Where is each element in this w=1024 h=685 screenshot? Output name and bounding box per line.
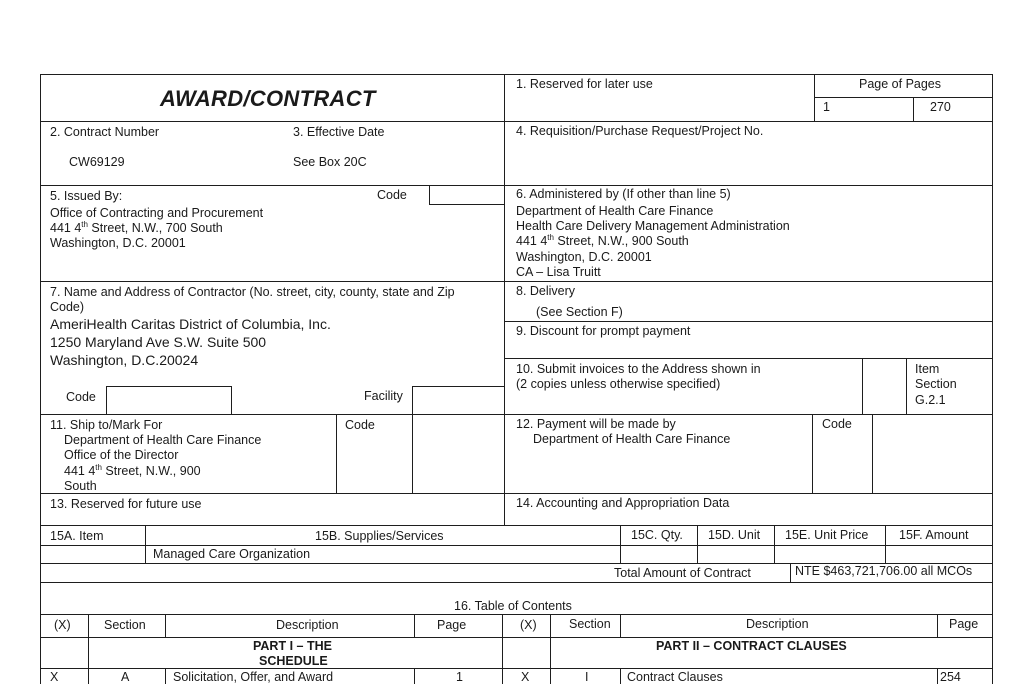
ship-line3: 441 4th Street, N.W., 900 bbox=[64, 462, 201, 478]
effective-date: See Box 20C bbox=[293, 155, 367, 169]
box4-label: 4. Requisition/Purchase Request/Project No. bbox=[516, 124, 764, 138]
part2-title: PART II – CONTRACT CLAUSES bbox=[656, 639, 847, 653]
box9-label: 9. Discount for prompt payment bbox=[516, 324, 691, 338]
toc-row1-desc2: Contract Clauses bbox=[627, 670, 723, 684]
box2-label: 2. Contract Number bbox=[50, 125, 160, 139]
s15-col-a-label: 15A. Item bbox=[50, 529, 104, 543]
pages-box-mid bbox=[814, 97, 992, 98]
issuer-line1: Office of Contracting and Procurement bbox=[50, 206, 264, 220]
box5-code-field-left bbox=[429, 185, 430, 205]
box7-label-line1: 7. Name and Address of Contractor (No. street, city, county, state and Zip bbox=[50, 285, 455, 299]
box5-code-field-bottom bbox=[429, 204, 505, 205]
box12-label: 12. Payment will be made by bbox=[516, 417, 676, 431]
pages-box-left bbox=[814, 74, 815, 122]
toc-h-section2: Section bbox=[569, 617, 611, 631]
box10-divider-b bbox=[906, 358, 907, 414]
page-of-pages-label: Page of Pages bbox=[859, 77, 942, 91]
admin-line4: Washington, D.C. 20001 bbox=[516, 250, 652, 264]
toc-row1-section: A bbox=[121, 670, 130, 684]
admin-line3: 441 4th Street, N.W., 900 South bbox=[516, 232, 689, 248]
page-number: 1 bbox=[823, 100, 830, 114]
s16-col-3b bbox=[414, 668, 415, 684]
supply-service: Managed Care Organization bbox=[153, 547, 311, 561]
toc-h-page2: Page bbox=[949, 617, 979, 631]
part1-line1: PART I – THE bbox=[253, 639, 332, 653]
contractor-address1: 1250 Maryland Ave S.W. Suite 500 bbox=[50, 334, 267, 350]
box7-code-field-left bbox=[106, 386, 107, 414]
total-amount-value: NTE $463,721,706.00 all MCOs bbox=[795, 564, 973, 578]
row-sep-6 bbox=[40, 525, 993, 526]
payer-line1: Department of Health Care Finance bbox=[533, 432, 731, 446]
box5-code-label: Code bbox=[377, 188, 407, 202]
s16-col-2b bbox=[165, 668, 166, 684]
mid-divider bbox=[504, 74, 505, 526]
row-sep-2 bbox=[40, 185, 993, 186]
box11-label: 11. Ship to/Mark For bbox=[50, 418, 163, 432]
s16-col-7 bbox=[937, 614, 938, 637]
ship-line2: Office of the Director bbox=[64, 448, 179, 462]
frame-right bbox=[992, 74, 993, 684]
toc-h-description: Description bbox=[276, 618, 339, 632]
toc-h-x: (X) bbox=[54, 618, 71, 632]
toc-h-description2: Description bbox=[746, 617, 809, 631]
toc-h-section: Section bbox=[104, 618, 146, 632]
s15-col-d-label: 15D. Unit bbox=[708, 528, 761, 542]
issuer-line2: 441 4th Street, N.W., 700 South bbox=[50, 219, 223, 235]
ship-line4: South bbox=[64, 479, 97, 493]
form-title: AWARD/CONTRACT bbox=[160, 86, 376, 111]
toc-row1-x2: X bbox=[521, 670, 530, 684]
part1-line2: SCHEDULE bbox=[259, 654, 328, 668]
box10-divider-a bbox=[862, 358, 863, 414]
toc-row1-page2: 254 bbox=[940, 670, 961, 684]
toc-row1-section2: I bbox=[585, 670, 589, 684]
box10-item-line3: G.2.1 bbox=[915, 393, 946, 407]
s16-col-1 bbox=[88, 614, 89, 684]
s15-col-d bbox=[774, 525, 775, 563]
admin-line5: CA – Lisa Truitt bbox=[516, 265, 601, 279]
row-sep-9-10 bbox=[504, 358, 993, 359]
s15-col-e bbox=[885, 525, 886, 563]
row-sep-8-9 bbox=[504, 321, 993, 322]
row-sep-1 bbox=[40, 121, 993, 122]
s16-col-2 bbox=[165, 614, 166, 637]
s16-col-6b bbox=[620, 668, 621, 684]
s15-col-b-label: 15B. Supplies/Services bbox=[315, 529, 444, 543]
box3-label: 3. Effective Date bbox=[293, 125, 385, 139]
s15-header-bottom bbox=[40, 545, 993, 546]
box10-label-line1: 10. Submit invoices to the Address shown in bbox=[516, 362, 761, 376]
s15-total-bottom bbox=[40, 582, 993, 583]
box7-facility-field-top bbox=[412, 386, 504, 387]
box7-facility-field-left bbox=[412, 386, 413, 414]
box7-facility-label: Facility bbox=[364, 389, 403, 403]
box11-code-label: Code bbox=[345, 418, 375, 432]
pages-box-split bbox=[913, 97, 914, 122]
admin-line1: Department of Health Care Finance bbox=[516, 204, 714, 218]
s16-header-bottom bbox=[40, 637, 993, 638]
box7-code-label: Code bbox=[66, 390, 96, 404]
box7-code-field-right bbox=[231, 386, 232, 414]
box6-label: 6. Administered by (If other than line 5) bbox=[516, 187, 731, 201]
box10-item-line1: Item bbox=[915, 362, 940, 376]
total-pages: 270 bbox=[930, 100, 951, 114]
row-sep-5 bbox=[40, 493, 993, 494]
box1-label: 1. Reserved for later use bbox=[516, 77, 653, 91]
delivery-value: (See Section F) bbox=[536, 305, 623, 319]
box10-label-line2: (2 copies unless otherwise specified) bbox=[516, 377, 721, 391]
toc-row1-desc: Solicitation, Offer, and Award bbox=[173, 670, 334, 684]
s15-col-e-label: 15E. Unit Price bbox=[785, 528, 869, 542]
box12-code-label: Code bbox=[822, 417, 852, 431]
box8-label: 8. Delivery bbox=[516, 284, 576, 298]
frame-top bbox=[40, 74, 993, 75]
box14-label: 14. Accounting and Appropriation Data bbox=[516, 496, 730, 510]
box5-label: 5. Issued By: bbox=[50, 189, 123, 203]
box7-code-field-top bbox=[106, 386, 231, 387]
issuer-line3: Washington, D.C. 20001 bbox=[50, 236, 186, 250]
toc-h-x2: (X) bbox=[520, 618, 537, 632]
s15-col-a bbox=[145, 525, 146, 563]
row-sep-3 bbox=[40, 281, 993, 282]
total-amount-label: Total Amount of Contract bbox=[614, 566, 751, 580]
s15-col-f-label: 15F. Amount bbox=[899, 528, 969, 542]
box10-item-line2: Section bbox=[915, 377, 957, 391]
s16-header-top bbox=[40, 614, 993, 615]
row-sep-4 bbox=[40, 414, 993, 415]
s15-col-c-label: 15C. Qty. bbox=[631, 528, 683, 542]
s15-col-c bbox=[697, 525, 698, 563]
contractor-address2: Washington, D.C.20024 bbox=[50, 352, 199, 368]
box11-divider-b bbox=[412, 414, 413, 493]
frame-left bbox=[40, 74, 41, 684]
contract-number: CW69129 bbox=[69, 155, 125, 169]
s16-col-6 bbox=[620, 614, 621, 637]
box12-divider-b bbox=[872, 414, 873, 493]
s16-col-7b bbox=[937, 668, 938, 684]
toc-row1-page: 1 bbox=[456, 670, 463, 684]
s16-col-4 bbox=[502, 614, 503, 684]
s16-col-3 bbox=[414, 614, 415, 637]
box13-label: 13. Reserved for future use bbox=[50, 497, 202, 511]
toc-h-page: Page bbox=[437, 618, 467, 632]
contractor-name: AmeriHealth Caritas District of Columbia, Inc. bbox=[50, 316, 331, 332]
admin-line2: Health Care Delivery Management Administration bbox=[516, 219, 790, 233]
total-value-left bbox=[790, 563, 791, 582]
box11-divider-a bbox=[336, 414, 337, 493]
s16-col-5 bbox=[550, 614, 551, 684]
ship-line1: Department of Health Care Finance bbox=[64, 433, 262, 447]
box7-label-line2: Code) bbox=[50, 300, 85, 314]
s15-col-b bbox=[620, 525, 621, 563]
toc-row1-x: X bbox=[50, 670, 59, 684]
s16-part-bottom bbox=[40, 668, 993, 669]
toc-title: 16. Table of Contents bbox=[454, 599, 572, 613]
box12-divider-a bbox=[812, 414, 813, 493]
